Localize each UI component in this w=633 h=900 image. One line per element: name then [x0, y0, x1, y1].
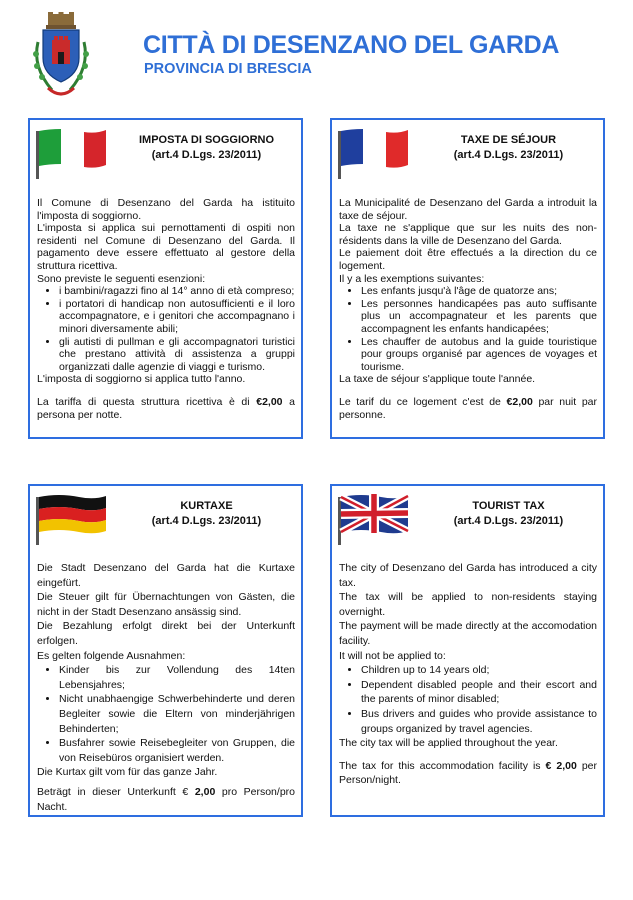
- french-flag-icon: [336, 125, 410, 179]
- german-flag-icon: [34, 491, 108, 545]
- intro-text: Il Comune di Desenzano del Garda ha istituito l'imposta di soggiorno.: [37, 197, 295, 222]
- exemptions-list: [339, 285, 597, 373]
- rate-text: Le tarif du ce logement c'est de €2,00 par nuit par personne.: [339, 395, 597, 421]
- list-item: • Dependent disabled people and their escort and the parents of minor disabled;: [361, 678, 597, 707]
- list-item: • i portatori di handicap non autosufficienti e il loro accompagnatore, e i genitori che accompagnano i minori diversamente abili;: [59, 298, 295, 336]
- yearly-text: Die Kurtax gilt vom für das ganze Jahr.: [37, 766, 218, 779]
- intro-text: Die Stadt Desenzano del Garda hat die Kurtaxe eingefürt.: [37, 562, 295, 589]
- list-item: • i bambini/ragazzi fino al 14° anno di età compreso;: [59, 285, 295, 298]
- yearly-text: La taxe de séjour s'applique toute l'année.: [339, 373, 536, 386]
- applies-text: Die Steuer gilt für Übernachtungen von Gästen, die nicht in der Stadt Desenzano ansässig sind.: [37, 591, 295, 618]
- list-item: • Les enfants jusqu'à l'âge de quatorze ans;: [361, 285, 597, 298]
- card-title: KURTAXE: [180, 500, 233, 512]
- exemptions-list: [339, 663, 597, 736]
- card-title: TOURIST TAX: [472, 500, 545, 512]
- list-item: • Children up to 14 years old;: [361, 663, 597, 678]
- exemptions-list: [37, 663, 295, 765]
- italian-flag-icon: [34, 125, 108, 179]
- card-french: [330, 118, 605, 439]
- list-item: • Kinder bis zur Vollendung des 14ten Lebensjahres;: [59, 663, 295, 692]
- applies-text: L'imposta si applica sui pernottamenti di ospiti non residenti nel Comune di Desenzano del Garda. Il pagamento deve essere effettuato al gestore della struttura ricettiva.: [37, 222, 295, 272]
- rate-text: La tariffa di questa struttura ricettiva è di €2,00 a persona per notte.: [37, 395, 295, 421]
- rate-text: The tax for this accommodation facility is € 2,00 per Person/night.: [339, 759, 597, 787]
- list-item: • Les chauffer de autobus and la guide touristique pour groups organisé par agences de voyages et tourisme.: [361, 336, 597, 374]
- rate-value: 2,00: [194, 785, 216, 798]
- uk-flag-icon: [336, 491, 410, 545]
- town-crest-icon: [30, 12, 92, 102]
- exemptions-intro: It will not be applied to:: [339, 649, 446, 662]
- rate-value: € 2,00: [545, 759, 577, 772]
- card-title: TAXE DE SÉJOUR: [460, 134, 557, 146]
- applies-text: La taxe ne s'applique que sur les nuits des non-résidents dans la ville de Desenzano del Garda.: [339, 222, 597, 247]
- card-english: [330, 484, 605, 817]
- card-reference: (art.4 D.Lgs. 23/2011): [453, 149, 564, 161]
- list-item: • Nicht unabhaengige Schwerbehinderte und deren Begleiter sowie die Eltern von minderjährigen Behinderten;: [59, 692, 295, 736]
- applies-text: The tax will be applied to non-residents staying overnight.: [339, 591, 597, 618]
- yearly-text: The city tax will be applied throughout the year.: [339, 737, 558, 750]
- exemptions-intro: Es gelten folgende Ausnahmen:: [37, 649, 186, 662]
- payment-text: The payment will be made directly at the accomodation facility.: [339, 620, 597, 647]
- exemptions-list: [37, 285, 295, 373]
- list-item: • Busfahrer sowie Reisebegleiter von Gruppen, die von Reisebüros organisiert werden.: [59, 736, 295, 765]
- exemptions-intro: Sono previste le seguenti esenzioni:: [37, 272, 206, 285]
- list-item: • Bus drivers and guides who provide assistance to groups organized by travel agencies.: [361, 707, 597, 736]
- card-reference: (art.4 D.Lgs. 23/2011): [151, 149, 262, 161]
- intro-text: La Municipalité de Desenzano del Garda a introduit la taxe de séjour.: [339, 197, 597, 222]
- list-item: • gli autisti di pullman e gli accompagnatori turistici che prestano attività di assistenza a gruppi organizzati dalle agenzie di viaggi e turismo.: [59, 336, 295, 374]
- yearly-text: L'imposta di soggiorno si applica tutto l'anno.: [37, 373, 246, 386]
- payment-text: Le paiement doit être effectués a la direction du ce logement.: [339, 247, 597, 272]
- card-reference: (art.4 D.Lgs. 23/2011): [453, 515, 564, 527]
- list-item: • Les personnes handicapées pas auto suffisante plus un accompagnateur et les parents que accompagnent les enfants handicapées;: [361, 298, 597, 336]
- payment-text: Die Bezahlung erfolgt direkt bei der Unterkunft erfolgen.: [37, 620, 295, 647]
- exemptions-intro: Il y a les exemptions suivantes:: [339, 272, 485, 285]
- rate-value: €2,00: [256, 395, 283, 408]
- card-italian: [28, 118, 303, 439]
- page-subtitle: PROVINCIA DI BRESCIA: [144, 61, 312, 77]
- card-title: IMPOSTA DI SOGGIORNO: [138, 134, 275, 146]
- card-german: [28, 484, 303, 817]
- rate-value: €2,00: [506, 395, 533, 408]
- page-title: CITTÀ DI DESENZANO DEL GARDA: [143, 31, 560, 59]
- rate-text: Beträgt in dieser Unterkunft € 2,00 pro Person/pro Nacht.: [37, 785, 295, 813]
- card-reference: (art.4 D.Lgs. 23/2011): [151, 515, 262, 527]
- intro-text: The city of Desenzano del Garda has introduced a city tax.: [339, 562, 597, 589]
